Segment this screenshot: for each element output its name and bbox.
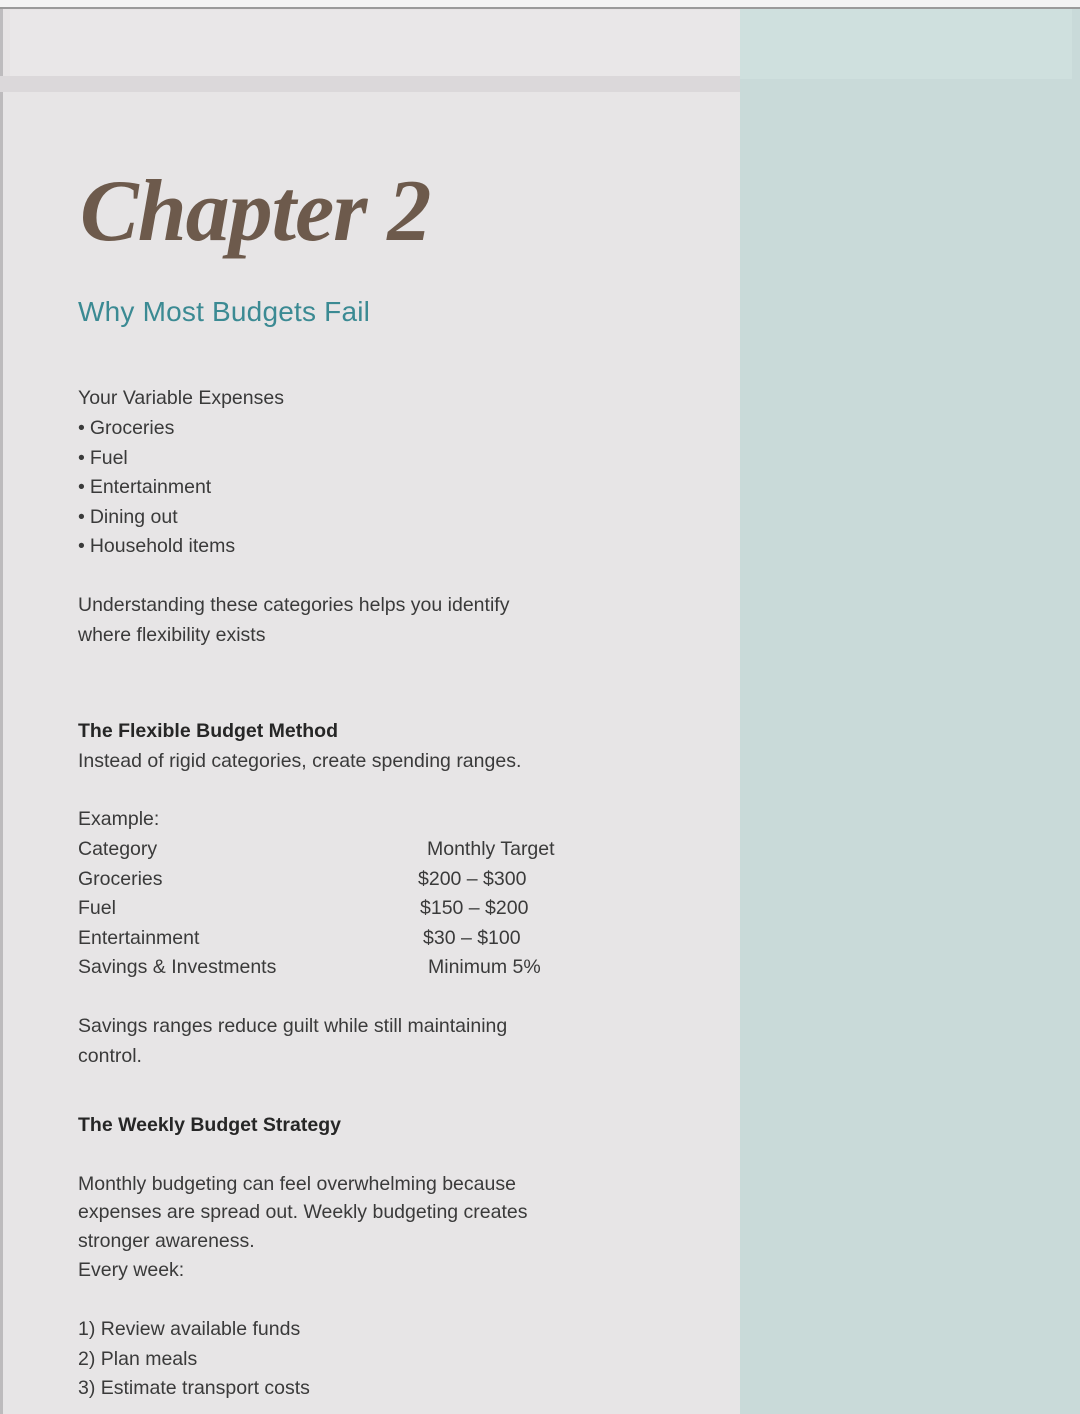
example-label: Example: [78, 808, 160, 830]
table-cell-category: Fuel [78, 897, 116, 919]
side-panel-highlight [740, 9, 1072, 79]
weekly-strategy-para-line2: expenses are spread out. Weekly budgeting creates [78, 1201, 528, 1223]
every-week-label: Every week: [78, 1259, 185, 1281]
table-cell-category: Savings & Investments [78, 956, 277, 978]
column-header-category: Category [78, 838, 158, 860]
list-item: • Groceries [78, 414, 235, 444]
list-item: 1) Review available funds [78, 1318, 301, 1340]
flexible-method-heading: The Flexible Budget Method [78, 720, 339, 742]
table-row [78, 953, 638, 983]
flexible-method-note-line2: control. [78, 1045, 142, 1067]
table-row [78, 924, 638, 954]
top-border [0, 0, 1080, 9]
weekly-strategy-heading: The Weekly Budget Strategy [78, 1114, 341, 1136]
variable-expenses-note-line1: Understanding these categories helps you identify [78, 594, 510, 616]
chapter-subtitle: Why Most Budgets Fail [78, 296, 371, 327]
weekly-strategy-para-line3: stronger awareness. [78, 1230, 255, 1252]
list-item: • Household items [78, 532, 235, 562]
list-item: • Fuel [78, 444, 235, 474]
table-row [78, 894, 638, 924]
weekly-strategy-para-line1: Monthly budgeting can feel overwhelming because [78, 1173, 516, 1195]
table-header-row [78, 835, 638, 865]
list-item: 2) Plan meals [78, 1347, 198, 1370]
top-bar [10, 10, 740, 76]
variable-expenses-heading: Your Variable Expenses [78, 387, 284, 409]
table-cell-category: Groceries [78, 867, 163, 890]
table-cell-target: $150 – $200 [420, 897, 529, 919]
column-header-monthly-target: Monthly Target [427, 838, 555, 860]
list-item: • Entertainment [78, 473, 235, 503]
table-row [78, 865, 638, 895]
top-band [0, 76, 740, 92]
budget-table [78, 835, 638, 983]
table-cell-category: Entertainment [78, 926, 200, 949]
flexible-method-intro: Instead of rigid categories, create spending ranges. [78, 750, 522, 772]
variable-expenses-list [78, 414, 235, 562]
table-cell-target: $30 – $100 [423, 926, 521, 949]
chapter-title: Chapter 2 [80, 163, 431, 260]
variable-expenses-note-line2: where flexibility exists [78, 624, 266, 646]
table-cell-target: $200 – $300 [418, 867, 527, 890]
weekly-steps-list [78, 1315, 310, 1404]
side-panel [740, 9, 1080, 1414]
list-item: • Dining out [78, 503, 235, 533]
flexible-method-note-line1: Savings ranges reduce guilt while still maintaining [78, 1015, 508, 1037]
list-item: 3) Estimate transport costs [78, 1377, 310, 1399]
table-cell-target: Minimum 5% [428, 956, 541, 978]
